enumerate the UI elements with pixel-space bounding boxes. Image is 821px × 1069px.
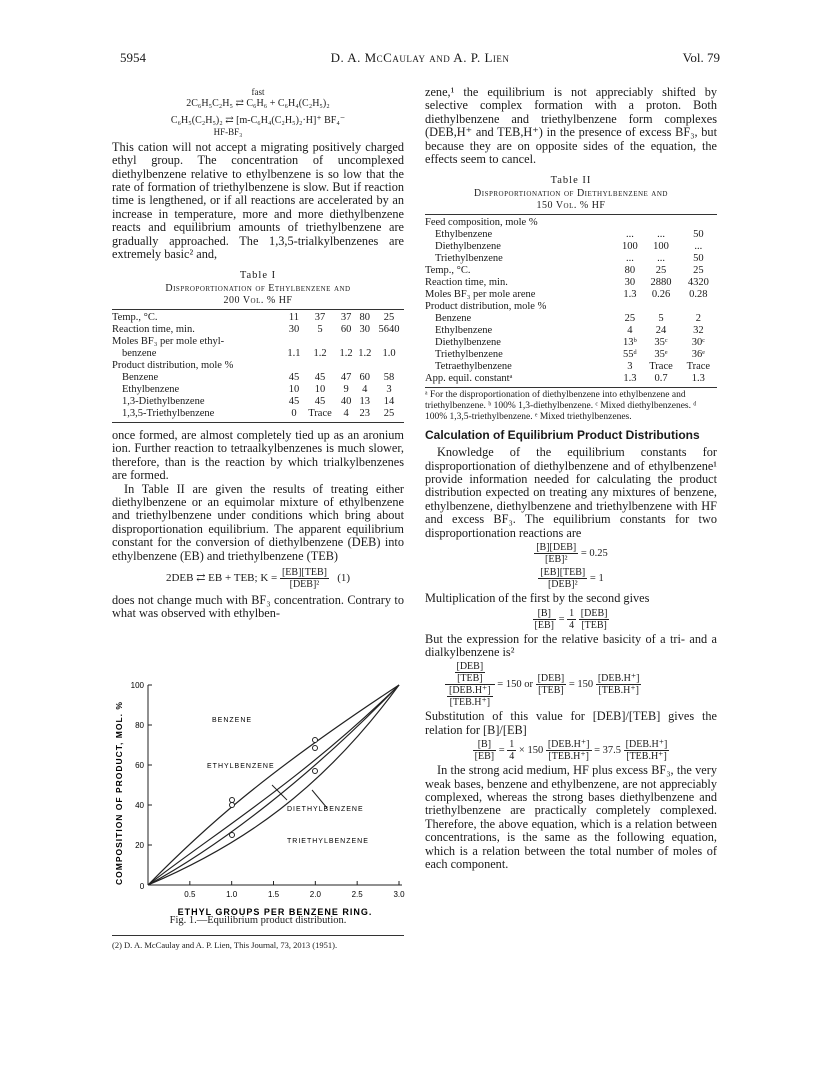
table-cell: 14: [383, 395, 395, 407]
volume-label: Vol. 79: [682, 50, 720, 65]
table-cell: 37: [314, 311, 326, 323]
table-cell: 1.2: [358, 347, 372, 359]
table-row: [425, 337, 717, 349]
fraction: [533, 608, 556, 631]
row-label: Product distribution, mole %: [112, 359, 234, 371]
x-tick-label: 0: [139, 882, 145, 891]
fraction: [473, 739, 496, 762]
table-cell: 45: [314, 395, 326, 407]
paragraph: Knowledge of the equilibrium constants for disproportionation of diethylbenzene and of ethylbenzene¹ provide information needed for calculating the product distribution expected on treating any mixtures of benzene, ethylbenzene, diethylbenzene and triethylbenzene with HF and excess BF₃. The equilibrium constants for two disproportionation reactions are: [425, 445, 717, 540]
fraction-numerator: [DEB]: [580, 607, 608, 619]
fraction-numerator: [DEB]: [537, 673, 565, 685]
fraction: [455, 661, 486, 684]
y-ticks: [131, 681, 152, 850]
data-point: [230, 798, 235, 803]
arrows: [272, 785, 327, 808]
table-cell: ...: [625, 228, 634, 240]
table-cell: 2: [695, 312, 701, 324]
table-cell: 11: [288, 311, 299, 323]
ethylbenzene-label: ETHYLBENZENE: [207, 763, 275, 770]
table-cell: 30: [624, 276, 636, 288]
fraction: [534, 542, 578, 565]
table-cell: 50: [693, 252, 704, 264]
row-label: Product distribution, mole %: [425, 300, 547, 312]
table-cell: 4320: [687, 276, 709, 288]
table-cell: 13: [359, 395, 370, 407]
table-cell: 40: [340, 395, 352, 407]
table-cell: 24: [655, 324, 667, 336]
row-label: Ethylbenzene: [435, 324, 493, 336]
equation-a: [425, 542, 717, 565]
row-label: Moles BF₃ per mole arene: [425, 288, 536, 300]
table-cell: [680, 217, 717, 229]
diethylbenzene-label: DIETHYLBENZENE: [287, 806, 364, 813]
fraction-denominator: [TEB]: [457, 673, 483, 685]
row-label: benzene: [122, 347, 157, 359]
x-tick-label: 1.5: [267, 890, 280, 899]
paragraph: zene,¹ the equilibrium is not appreciably shifted by selective complex formation with a proton. Both diethylbenzene and triethylbenzene form complexes (DEB,H⁺ and TEB,H⁺) in the presence of excess BF₃, but because they are on opposite sides of the equation, the effects seem to cancel.: [425, 85, 717, 167]
row-label: Benzene: [122, 371, 159, 383]
benzene-label: BENZENE: [212, 717, 253, 724]
equation-d: [445, 661, 717, 708]
row-label: Reaction time, min.: [425, 276, 508, 288]
table-cell: 60: [340, 323, 352, 335]
right-column: [425, 86, 717, 871]
x-axis-label: ETHYL GROUPS PER BENZENE RING.: [177, 907, 373, 917]
paragraph: Substitution of this value for [DEB]/[TEB] gives the relation for [B]/[EB]: [425, 709, 717, 737]
table-row: [425, 277, 717, 289]
table-cell: 45: [288, 371, 300, 383]
equation-operator: = 150: [568, 679, 594, 691]
reaction-1: [112, 88, 404, 110]
table-row: [112, 348, 404, 360]
row-label: Temp., °C.: [112, 311, 158, 323]
fraction-numerator: 1: [569, 607, 575, 619]
table-row: [425, 361, 717, 373]
table-cell: 1.2: [339, 347, 353, 359]
table-row: [112, 360, 404, 372]
fraction-denominator: [DEB]²: [547, 579, 578, 591]
table-cell: 1.1: [287, 347, 301, 359]
table-cell: 25: [624, 312, 636, 324]
table-cell: [285, 360, 304, 372]
paragraph: Multiplication of the first by the second gives: [425, 591, 650, 606]
table-cell: 10: [314, 383, 326, 395]
fraction-numerator: [DEB.H⁺]: [547, 739, 590, 751]
y-tick-label: 20: [135, 841, 144, 850]
table-row: [112, 384, 404, 396]
equation-number: (1): [337, 571, 351, 584]
triethylbenzene-label: TRIETHYLBENZENE: [287, 838, 369, 845]
table-cell: [642, 301, 679, 313]
table-cell: [617, 301, 642, 313]
fraction-denominator: [TEB.H⁺]: [548, 751, 589, 763]
paragraph: does not change much with BF₃ concentration. Contrary to what was observed with ethylben-: [112, 592, 404, 621]
fraction-denominator: [DEB]²: [289, 578, 320, 590]
table-2: [425, 217, 717, 385]
fraction-numerator: [B]: [473, 739, 496, 751]
fraction-numerator: [DEB.H⁺]: [449, 685, 491, 697]
row-label: Tetraethylbenzene: [435, 360, 512, 372]
row-label: Diethylbenzene: [435, 336, 501, 348]
equation-1: [112, 567, 404, 590]
compound-fraction: [445, 661, 495, 708]
paragraph: This cation will not accept a migrating positively charged ethyl group. The concentration of uncomplexed diethylbenzene relative to ethylbenzene is so low that the rate of formation of triethylbenzene is slow. But if reaction time is lengthened, or if all reactions are accelerated by an increase in temperature, more and more diethylbenzene reacts and equilibrium amounts of triethylbenzene are gradually approached. The 1,3,5-trialkylbenzenes are extremely basic² and,: [112, 139, 404, 262]
table-cell: 45: [288, 395, 300, 407]
table-cell: [617, 217, 642, 229]
table-row: [425, 325, 717, 337]
data-point: [313, 746, 318, 751]
table-cell: 25: [655, 264, 667, 276]
equation-operator: =: [498, 745, 505, 757]
figure-caption: Fig. 1.—Equilibrium product distribution.: [169, 915, 347, 926]
x-tick-label: 1.0: [226, 890, 238, 899]
table-cell: 25: [383, 407, 395, 419]
x-ticks: [140, 881, 405, 899]
equation-operator: = 150 or: [497, 679, 533, 691]
table-cell: 60: [359, 371, 370, 383]
table-cell: 0.7: [654, 372, 668, 384]
table-cell: 3: [386, 383, 392, 395]
table-cell: 55ᵈ: [622, 348, 637, 360]
table-cell: 25: [693, 264, 704, 276]
table-cell: 80: [624, 264, 636, 276]
equation-1-lhs: 2DEB ⇄ EB + TEB; K =: [165, 571, 278, 584]
fraction-denominator: [EB]: [474, 751, 495, 763]
table-row: [425, 265, 717, 277]
table-row: [425, 217, 717, 229]
table-cell: 2880: [650, 276, 672, 288]
y-tick-label: 80: [135, 721, 144, 730]
row-label: Diethylbenzene: [435, 240, 501, 252]
fraction-denominator: [445, 685, 495, 708]
row-label: Benzene: [435, 312, 472, 324]
table-cell: [285, 336, 304, 348]
fraction-numerator: [B][DEB]: [536, 542, 577, 554]
table-cell: Trace: [649, 360, 673, 372]
table-rule: [425, 214, 717, 215]
table-cell: ...: [625, 252, 634, 264]
x-tick-label: 2.0: [309, 890, 321, 899]
table-cell: 30: [359, 323, 370, 335]
fraction-numerator: [B]: [533, 608, 556, 620]
table-row: [425, 229, 717, 241]
table-cell: 25: [383, 311, 395, 323]
footnote-reference: (2) D. A. McCaulay and A. P. Lien, This Journal, 73, 2013 (1951).: [112, 935, 404, 950]
table-cell: 9: [343, 383, 349, 395]
row-label: 1,3,5-Triethylbenzene: [122, 407, 215, 419]
table-cell: 35ᵉ: [654, 348, 668, 360]
equation-operator: = 37.5: [594, 745, 622, 757]
table-cell: 3: [627, 360, 633, 372]
table-cell: 58: [383, 371, 395, 383]
table-1-caption-line-1: Disproportionation of Ethylbenzene and: [165, 282, 351, 294]
table-cell: 1.2: [313, 347, 327, 359]
table-cell: 45: [314, 371, 326, 383]
x-tick-label: 0.5: [184, 890, 196, 899]
x-tick-label: 2.5: [351, 890, 363, 899]
table-cell: ...: [657, 228, 665, 240]
fraction-numerator: [EB][TEB]: [540, 567, 586, 579]
table-cell: 1.3: [623, 288, 637, 300]
table-cell: 5: [317, 323, 323, 335]
table-cell: 4: [627, 324, 633, 336]
table-rule: [425, 387, 717, 388]
row-label: Triethylbenzene: [435, 252, 503, 264]
table-2-footnotes: ᵃ For the disproportionation of diethylbenzene into ethylbenzene and triethylbenzene. ᵇ 100% 1,3-diethylbenzene. ᶜ Mixed diethylbenzenes. ᵈ 100% 1,3,5-triethylbenzene. ᵉ Mixed triethylbenzenes.: [425, 389, 697, 422]
triethylbenzene-curve: [148, 685, 399, 885]
fraction-denominator: 4: [569, 619, 575, 631]
reaction-1-text: 2C₆H₅C₂H₅ ⇄ C₆H₆ + C₆H₄(C₂H₅)₂: [186, 98, 330, 109]
left-column: [112, 86, 404, 621]
table-cell: 1.0: [382, 347, 396, 359]
fraction-numerator: [445, 661, 495, 685]
row-label: Triethylbenzene: [435, 348, 503, 360]
fraction-numerator: 1: [509, 739, 515, 751]
equation-1-fraction: [280, 567, 329, 590]
table-cell: 4: [362, 383, 368, 395]
table-cell: 23: [359, 407, 370, 419]
row-label: Feed composition, mole %: [425, 216, 538, 228]
ethylbenzene-curve: [148, 685, 399, 885]
reaction-2: [112, 114, 404, 136]
table-rule: [112, 422, 404, 423]
table-cell: 80: [359, 311, 370, 323]
data-point: [230, 833, 235, 838]
table-2-label: Table II: [550, 175, 592, 187]
y-tick-label: 60: [135, 761, 144, 770]
fraction-denominator: [TEB.H⁺]: [626, 751, 667, 763]
fraction-denominator: 4: [509, 751, 515, 763]
table-row: [425, 349, 717, 361]
table-row: [112, 396, 404, 408]
table-row: [425, 241, 717, 253]
table-cell: [337, 360, 356, 372]
data-point: [313, 769, 318, 774]
y-tick-label: 100: [130, 681, 144, 690]
table-cell: 30: [288, 323, 300, 335]
table-cell: Trace: [308, 407, 332, 419]
running-authors: D. A. McCaulay and A. P. Lien: [330, 50, 510, 65]
fraction-denominator: [TEB]: [581, 619, 607, 631]
row-label: Ethylbenzene: [435, 228, 493, 240]
row-label: Moles BF₃ per mole ethyl-: [112, 335, 225, 347]
table-cell: 0.28: [689, 288, 708, 300]
fraction: [624, 739, 670, 762]
paragraph: In the strong acid medium, HF plus excess BF₃, the very weak bases, benzene and ethylbenzene, are not appreciably complexed, whereas the strong bases diethylbenzene and triethylbenzene are practically completely complexed. Therefore, the above equation, which is a relation between concentrations, is the same as the following equation, which is a relation between the total number of moles of each component.: [425, 763, 717, 871]
table-1: [112, 312, 404, 420]
paragraph: In Table II are given the results of treating either diethylbenzene or an equimolar mixture of ethylbenzene and triethylbenzene under conditions which bring about disproportionation equilibrium. The apparent equilibrium constant for the conversion of diethylbenzene (DEB) into ethylbenzene (EB) and triethylbenzene (TEB): [112, 481, 404, 563]
fraction-denominator: [TEB.H⁺]: [449, 697, 491, 709]
table-row: [112, 336, 404, 348]
table-row: [112, 312, 404, 324]
table-rule: [112, 309, 404, 310]
curves: [148, 685, 399, 885]
table-cell: Trace: [686, 360, 711, 372]
table-cell: [680, 301, 717, 313]
equation-rhs: = 1: [589, 573, 604, 584]
reaction-1-condition: fast: [251, 87, 265, 97]
x-tick-label: 3.0: [393, 890, 405, 899]
data-point: [313, 738, 318, 743]
table-cell: 32: [693, 324, 704, 336]
table-cell: 4: [343, 407, 349, 419]
data-points: [230, 738, 318, 838]
fraction-denominator: [EB]²: [545, 554, 568, 566]
y-axis-label: COMPOSITION OF PRODUCT, MOL. %: [114, 701, 124, 885]
table-cell: 30ᶜ: [691, 336, 705, 348]
table-row: [425, 301, 717, 313]
figure-1: [112, 680, 412, 920]
row-label: Reaction time, min.: [112, 323, 195, 335]
table-cell: [642, 217, 679, 229]
table-cell: 1.3: [691, 372, 705, 384]
row-label: Temp., °C.: [425, 264, 471, 276]
table-cell: [374, 360, 404, 372]
equation-e: [425, 739, 717, 762]
table-row: [112, 408, 404, 420]
table-cell: 37: [340, 311, 352, 323]
table-cell: [303, 360, 336, 372]
fraction-denominator: [TEB]: [538, 685, 564, 697]
table-cell: 13ᵇ: [622, 336, 637, 348]
table-cell: 36ᵉ: [691, 348, 705, 360]
table-1-caption-line-2: 200 Vol. % HF: [223, 294, 293, 306]
y-tick-label: 40: [135, 801, 144, 810]
equation-b: [425, 567, 717, 590]
table-cell: [355, 336, 374, 348]
table-row: [425, 289, 717, 301]
fraction: [538, 567, 587, 590]
table-cell: 1.3: [623, 372, 637, 384]
fraction: [507, 739, 516, 762]
fraction-numerator: [DEB]: [456, 661, 484, 673]
table-cell: ...: [694, 240, 703, 252]
table-cell: 100: [622, 240, 638, 252]
table-cell: 5: [658, 312, 664, 324]
table-cell: 100: [653, 240, 669, 252]
table-cell: 0: [291, 407, 297, 419]
table-row: [425, 373, 717, 385]
table-cell: 10: [288, 383, 300, 395]
table-cell: [337, 336, 356, 348]
fraction: [567, 608, 576, 631]
table-cell: 35ᶜ: [654, 336, 668, 348]
table-cell: 5640: [378, 323, 400, 335]
benzene-curve: [148, 685, 399, 885]
paragraph: once formed, are almost completely tied up as an aronium ion. Further reaction to tetraalkylbenzenes is much slower, therefore, than is the reaction by which trialkylbenzenes are formed.: [112, 427, 404, 483]
row-label: App. equil. constantᵃ: [425, 372, 513, 384]
fraction: [546, 739, 592, 762]
fraction-numerator: [EB][TEB]: [281, 566, 327, 578]
table-cell: ...: [657, 252, 665, 264]
row-label: Ethylbenzene: [122, 383, 180, 395]
fraction: [579, 608, 610, 631]
fraction-numerator: [DEB.H⁺]: [625, 739, 668, 751]
table-row: [425, 253, 717, 265]
fraction: [596, 673, 642, 696]
fraction: [536, 673, 567, 696]
table-2-caption-line-1: Disproportionation of Diethylbenzene and: [474, 187, 668, 199]
table-cell: 47: [340, 371, 352, 383]
row-label: 1,3-Diethylbenzene: [122, 395, 205, 407]
diethylbenzene-curve: [148, 685, 399, 885]
equation-operator: × 150: [518, 745, 544, 757]
table-cell: [303, 336, 336, 348]
paragraph: But the expression for the relative basicity of a tri- and a dialkylbenzene is²: [425, 631, 717, 659]
reaction-2-condition: HF-BF₃: [213, 126, 243, 137]
page-number: 5954: [120, 50, 146, 65]
fraction-denominator: [EB]: [534, 619, 554, 631]
table-2-caption-line-2: 150 Vol. % HF: [536, 199, 606, 211]
fraction-numerator: [DEB.H⁺]: [597, 673, 640, 685]
table-cell: [374, 336, 404, 348]
table-cell: [355, 360, 374, 372]
figure-1-plot: [112, 680, 412, 920]
equation-operator: =: [558, 613, 565, 625]
table-row: [425, 313, 717, 325]
fraction-denominator: [TEB.H⁺]: [598, 685, 639, 697]
table-row: [112, 324, 404, 336]
equation-c: [425, 608, 717, 631]
table-1-label: Table I: [239, 270, 277, 282]
reaction-2-text: C₆H₅(C₂H₅)₂ ⇄ [m-C₆H₄(C₂H₅)₂·H]⁺ BF₄⁻: [170, 115, 346, 127]
table-cell: 0.26: [651, 288, 671, 300]
section-heading: Calculation of Equilibrium Product Distributions: [425, 427, 700, 442]
equation-rhs: = 0.25: [580, 548, 608, 559]
table-cell: 50: [693, 228, 704, 240]
table-row: [112, 372, 404, 384]
fraction: [447, 685, 493, 708]
data-point: [230, 803, 235, 808]
